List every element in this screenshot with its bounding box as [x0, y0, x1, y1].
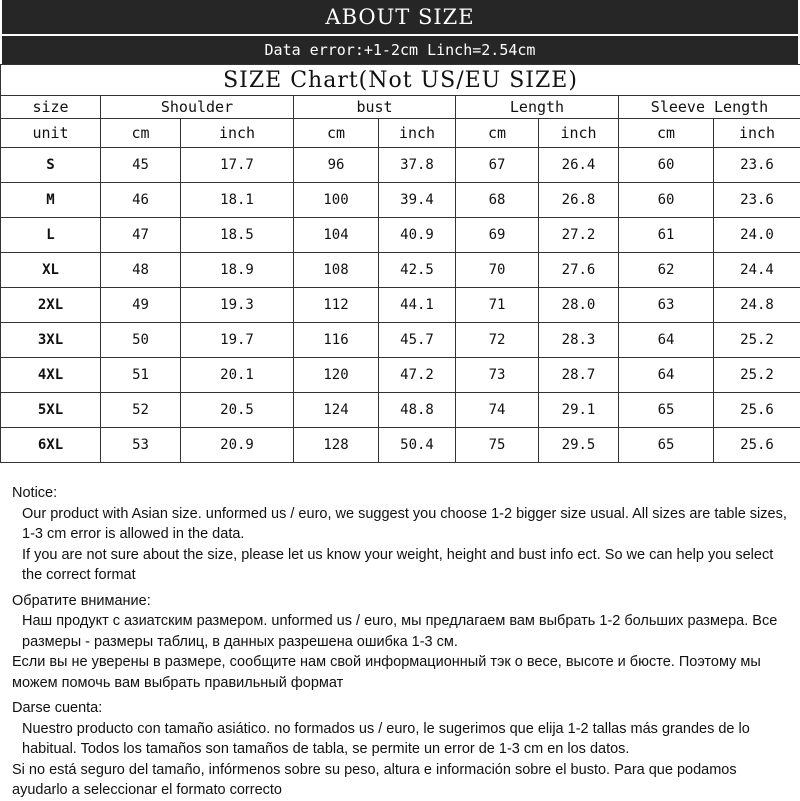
table-row	[1, 148, 800, 183]
measurement-cell: 67	[456, 148, 539, 183]
measurement-cell: 40.9	[379, 218, 456, 253]
notice-es-heading: Darse cuenta:	[12, 698, 792, 719]
size-cell: 3XL	[1, 323, 101, 358]
measurement-cell: 18.9	[181, 253, 294, 288]
measurement-cell: 27.6	[539, 253, 619, 288]
measurement-cell: 68	[456, 183, 539, 218]
measurement-cell: 48.8	[379, 393, 456, 428]
notice-en-heading: Notice:	[12, 483, 792, 504]
measurement-cell: 24.8	[714, 288, 800, 323]
measurement-cell: 65	[619, 393, 714, 428]
table-row	[1, 428, 800, 463]
measurement-cell: 25.2	[714, 358, 800, 393]
table-row	[1, 253, 800, 288]
measurement-cell: 24.4	[714, 253, 800, 288]
size-column-header: size	[1, 96, 101, 119]
size-cell: L	[1, 218, 101, 253]
measurement-cell: 74	[456, 393, 539, 428]
measurement-cell: 112	[294, 288, 379, 323]
shoulder-header: Shoulder	[101, 96, 294, 119]
table-row	[1, 218, 800, 253]
measurement-cell: 29.5	[539, 428, 619, 463]
measurement-cell: 53	[101, 428, 181, 463]
measurement-cell: 19.7	[181, 323, 294, 358]
measurement-cell: 39.4	[379, 183, 456, 218]
measurement-cell: 24.0	[714, 218, 800, 253]
notice-es-text: Si no está seguro del tamaño, infórmenos sobre su peso, altura e información sobre el busto. Para que podamos ayudarlo a seleccionar el formato correcto	[12, 760, 792, 801]
measurement-cell: 63	[619, 288, 714, 323]
length-header: Length	[456, 96, 619, 119]
size-chart-table	[0, 64, 800, 463]
measurement-cell: 37.8	[379, 148, 456, 183]
notice-ru-text: Если вы не уверены в размере, сообщите нам свой информационный тэк о весе, высоте и бюсте. Поэтому мы можем помочь вам выбрать правильный формат	[12, 652, 792, 693]
size-cell: 4XL	[1, 358, 101, 393]
measurement-cell: 28.3	[539, 323, 619, 358]
measurement-cell: 65	[619, 428, 714, 463]
measurement-cell: 25.2	[714, 323, 800, 358]
measurement-cell: 64	[619, 358, 714, 393]
notice-ru-text: Наш продукт с азиатским размером. unformed us / euro, мы предлагаем вам выбрать 1-2 больших размера. Все размеры - размеры таблиц, в данных разрешена ошибка 1-3 см.	[12, 611, 792, 652]
table-row	[1, 183, 800, 218]
measurement-cell: 29.1	[539, 393, 619, 428]
measurement-cell: 18.5	[181, 218, 294, 253]
measurement-cell: 47.2	[379, 358, 456, 393]
measurement-cell: 124	[294, 393, 379, 428]
table-row	[1, 358, 800, 393]
measurement-cell: 45.7	[379, 323, 456, 358]
measurement-cell: 70	[456, 253, 539, 288]
measurement-cell: 45	[101, 148, 181, 183]
measurement-cell: 28.0	[539, 288, 619, 323]
unit-cell: inch	[714, 119, 800, 148]
size-cell: S	[1, 148, 101, 183]
about-size-title: ABOUT SIZE	[2, 0, 798, 34]
unit-cell: inch	[181, 119, 294, 148]
data-error-note: Data error:+1-2cm Linch=2.54cm	[2, 36, 798, 64]
measurement-cell: 28.7	[539, 358, 619, 393]
unit-cell: inch	[539, 119, 619, 148]
measurement-cell: 46	[101, 183, 181, 218]
measurement-cell: 50	[101, 323, 181, 358]
measurement-cell: 23.6	[714, 183, 800, 218]
measurement-cell: 62	[619, 253, 714, 288]
measurement-cell: 60	[619, 148, 714, 183]
measurement-cell: 20.9	[181, 428, 294, 463]
notice-ru-heading: Обратите внимание:	[12, 591, 792, 612]
bust-header: bust	[294, 96, 456, 119]
measurement-cell: 100	[294, 183, 379, 218]
sleeve-length-header: Sleeve Length	[619, 96, 800, 119]
measurement-cell: 96	[294, 148, 379, 183]
measurement-cell: 20.5	[181, 393, 294, 428]
measurement-cell: 48	[101, 253, 181, 288]
measurement-cell: 19.3	[181, 288, 294, 323]
measurement-cell: 17.7	[181, 148, 294, 183]
size-cell: 5XL	[1, 393, 101, 428]
measurement-cell: 44.1	[379, 288, 456, 323]
measurement-cell: 72	[456, 323, 539, 358]
measurement-cell: 23.6	[714, 148, 800, 183]
measurement-cell: 60	[619, 183, 714, 218]
size-cell: 6XL	[1, 428, 101, 463]
measurement-cell: 75	[456, 428, 539, 463]
unit-label: unit	[1, 119, 101, 148]
measurement-cell: 64	[619, 323, 714, 358]
unit-cell: cm	[294, 119, 379, 148]
measurement-cell: 73	[456, 358, 539, 393]
size-chart-title: SIZE Chart(Not US/EU SIZE)	[1, 65, 800, 96]
measurement-cell: 128	[294, 428, 379, 463]
measurement-cell: 20.1	[181, 358, 294, 393]
notice-en-text: If you are not sure about the size, please let us know your weight, height and bust info ect. So we can help you select the correct format	[12, 545, 792, 586]
measurement-cell: 50.4	[379, 428, 456, 463]
measurement-cell: 52	[101, 393, 181, 428]
measurement-cell: 69	[456, 218, 539, 253]
table-row	[1, 288, 800, 323]
notice-es-text: Nuestro producto con tamaño asiático. no formados us / euro, le sugerimos que elija 1-2 tallas más grandes de lo habitual. Todos los tamaños son tamaños de tabla, se permite un error de 1-3 cm en los datos.	[12, 719, 792, 760]
unit-cell: inch	[379, 119, 456, 148]
measurement-cell: 25.6	[714, 428, 800, 463]
measurement-cell: 104	[294, 218, 379, 253]
measurement-cell: 71	[456, 288, 539, 323]
unit-cell: cm	[619, 119, 714, 148]
unit-cell: cm	[456, 119, 539, 148]
measurement-cell: 116	[294, 323, 379, 358]
measurement-cell: 42.5	[379, 253, 456, 288]
notice-section	[12, 483, 792, 801]
size-cell: 2XL	[1, 288, 101, 323]
table-row	[1, 393, 800, 428]
size-rows	[1, 148, 800, 463]
measurement-cell: 27.2	[539, 218, 619, 253]
unit-cell: cm	[101, 119, 181, 148]
measurement-cell: 47	[101, 218, 181, 253]
size-cell: M	[1, 183, 101, 218]
measurement-cell: 25.6	[714, 393, 800, 428]
measurement-cell: 26.8	[539, 183, 619, 218]
measurement-cell: 61	[619, 218, 714, 253]
measurement-cell: 108	[294, 253, 379, 288]
measurement-cell: 51	[101, 358, 181, 393]
measurement-cell: 26.4	[539, 148, 619, 183]
table-row	[1, 323, 800, 358]
size-cell: XL	[1, 253, 101, 288]
measurement-cell: 18.1	[181, 183, 294, 218]
measurement-cell: 49	[101, 288, 181, 323]
notice-en-text: Our product with Asian size. unformed us / euro, we suggest you choose 1-2 bigger size usual. All sizes are table sizes, 1-3 cm error is allowed in the data.	[12, 504, 792, 545]
measurement-cell: 120	[294, 358, 379, 393]
